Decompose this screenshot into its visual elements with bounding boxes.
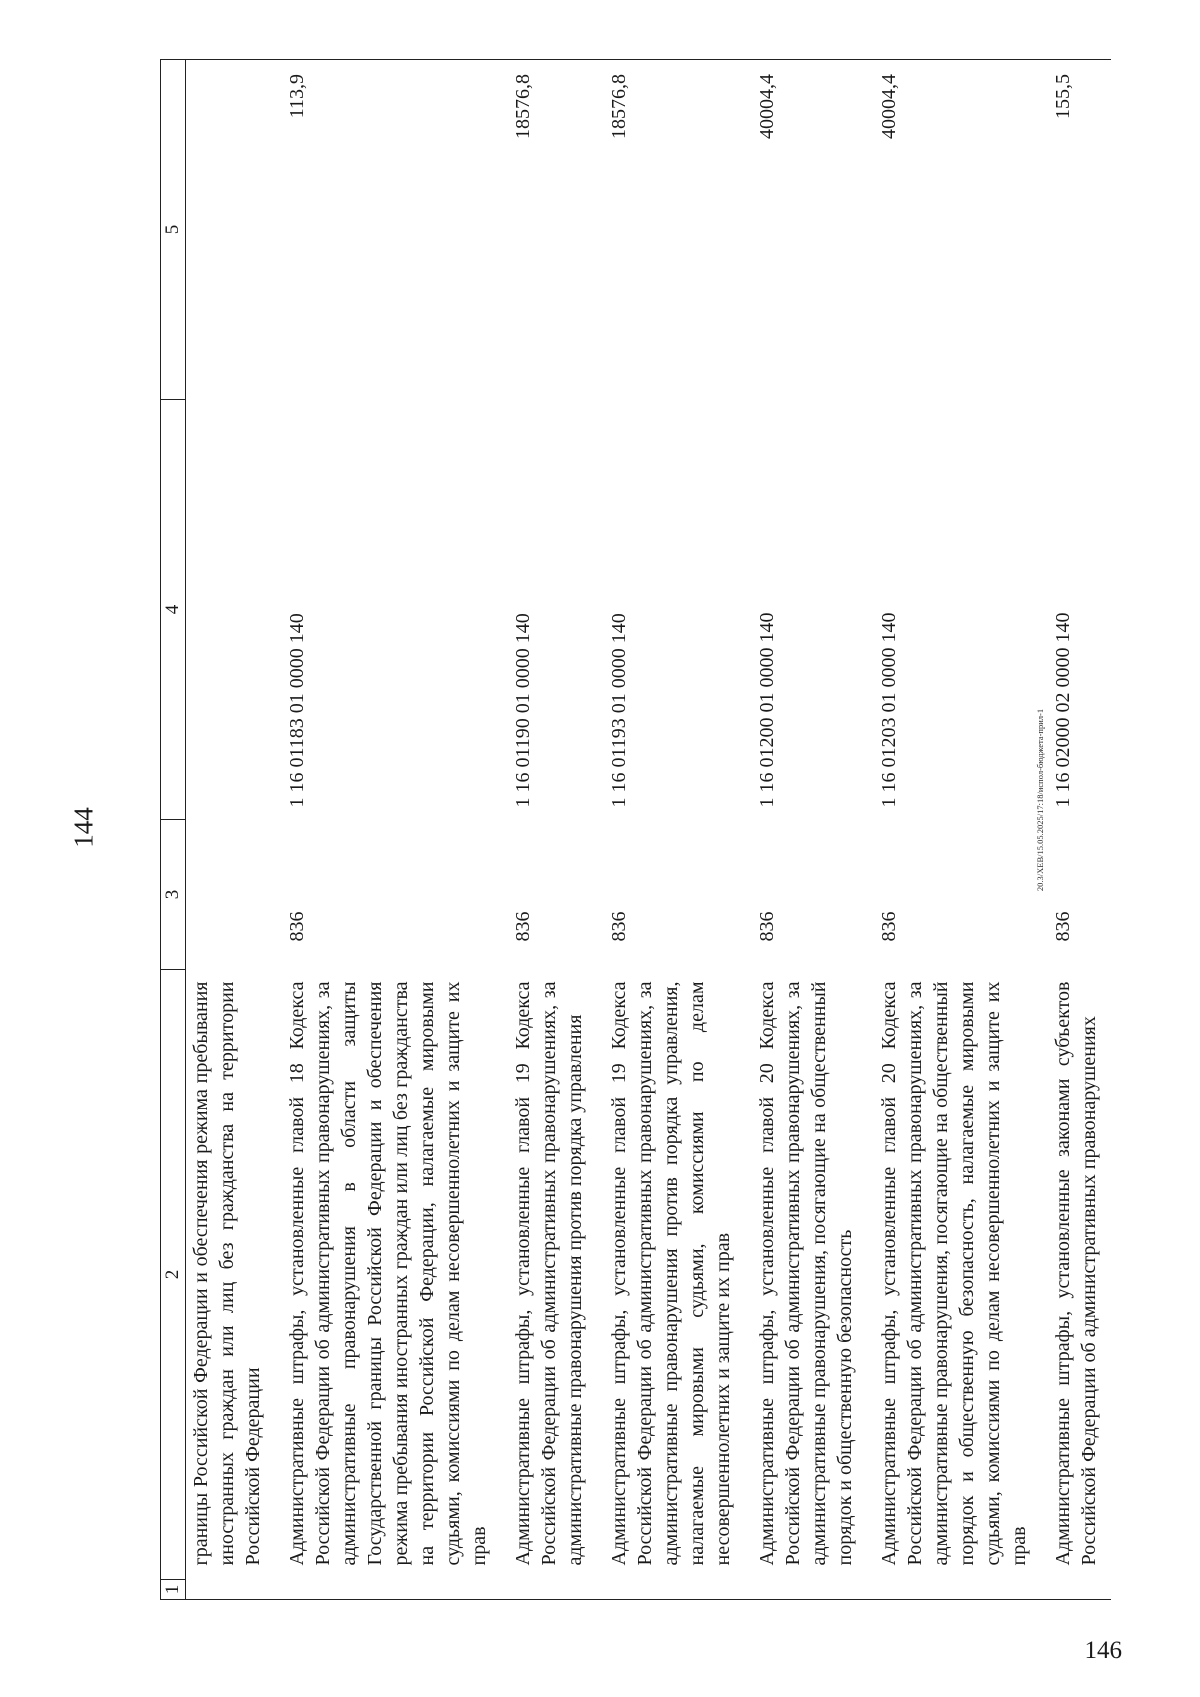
row-amount: 18576,8 [501, 60, 597, 400]
row-amount [186, 60, 276, 400]
row-budget-code: 1 16 02000 02 0000 140 [1052, 612, 1074, 808]
table-row [275, 60, 501, 1600]
row-amount: 113,9 [275, 60, 501, 400]
row-budget-code: 1 16 01203 01 0000 140 [878, 612, 900, 808]
row-admin-code: 836 [286, 911, 308, 942]
row-budget-code: 1 16 01193 01 0000 140 [608, 613, 630, 808]
row-amount: 18576,8 [597, 60, 745, 400]
revenue-table [160, 59, 1111, 1600]
row-budget-code: 1 16 01190 01 0000 140 [512, 613, 534, 808]
row-amount: 40004,4 [745, 60, 867, 400]
row-description: Административные штрафы, установленные главой 20 Кодекса Российской Федерации об административных правонарушениях, за административные правонарушения, посягающие на общественный порядок и общественную безопасность [756, 981, 856, 1566]
row-admin-code: 836 [878, 911, 900, 942]
row-amount: 40004,4 [867, 60, 1041, 400]
table-row [501, 60, 597, 1600]
column-header-4: 4 [161, 400, 186, 820]
column-header-1: 1 [161, 1580, 186, 1600]
row-admin-code: 836 [608, 911, 630, 942]
row-budget-code: 1 16 01183 01 0000 140 [286, 613, 308, 808]
column-header-5: 5 [161, 60, 186, 400]
row-description: Административные штрафы, установленные законами субъектов Российской Федерации об административных правонарушениях [1052, 981, 1100, 1566]
row-amount: 155,5 [1041, 60, 1111, 400]
row-description: Административные штрафы, установленные главой 20 Кодекса Российской Федерации об административных правонарушениях, за административные правонарушения, посягающие на общественный порядок и общественную безопасность, налагаемые мировыми судьями, комиссиями по делам несовершеннолетних и защите их прав [878, 981, 1030, 1566]
row-admin-code: 836 [1052, 911, 1074, 942]
row-admin-code: 836 [512, 911, 534, 942]
table-row [597, 60, 745, 1600]
row-description: Административные штрафы, установленные главой 18 Кодекса Российской Федерации об административных правонарушениях, за административные правонарушения в области защиты Государственной границы Российской Федерации и обеспечения режима пребывания иностранных граждан или лиц без гражданства на территории Российской Федерации, налагаемые мировыми судьями, комиссиями по делам несовершеннолетних и защите их прав [286, 981, 490, 1566]
column-header-2: 2 [161, 970, 186, 1580]
row-description: Административные штрафы, установленные главой 19 Кодекса Российской Федерации об административных правонарушениях, за административные правонарушения против порядка управления [512, 981, 586, 1566]
column-header-3: 3 [161, 820, 186, 970]
row-description: границы Российской Федерации и обеспечения режима пребывания иностранных граждан или лиц без гражданства на территории Российской Федерации [190, 981, 264, 1566]
outer-page-number: 146 [1084, 1637, 1122, 1664]
table-row [186, 60, 276, 1600]
table-row [867, 60, 1041, 1600]
row-description: Административные штрафы, установленные главой 19 Кодекса Российской Федерации об административных правонарушениях, за административные правонарушения против порядка управления, налагаемые мировыми судьями, комиссиями по делам несовершеннолетних и защите их прав [608, 981, 734, 1566]
row-budget-code: 1 16 01200 01 0000 140 [756, 612, 778, 808]
row-admin-code: 836 [756, 911, 778, 942]
row-budget-code [186, 400, 276, 820]
table-row [1041, 60, 1111, 1600]
row-admin-code [186, 820, 276, 970]
table-header-row [161, 60, 186, 1600]
page-number: 144 [68, 807, 99, 848]
document-footer-code: 20.3/XEB/15.05.2025/17:18/испол-бюджета-прил-1 [1035, 708, 1045, 892]
table-row [745, 60, 867, 1600]
